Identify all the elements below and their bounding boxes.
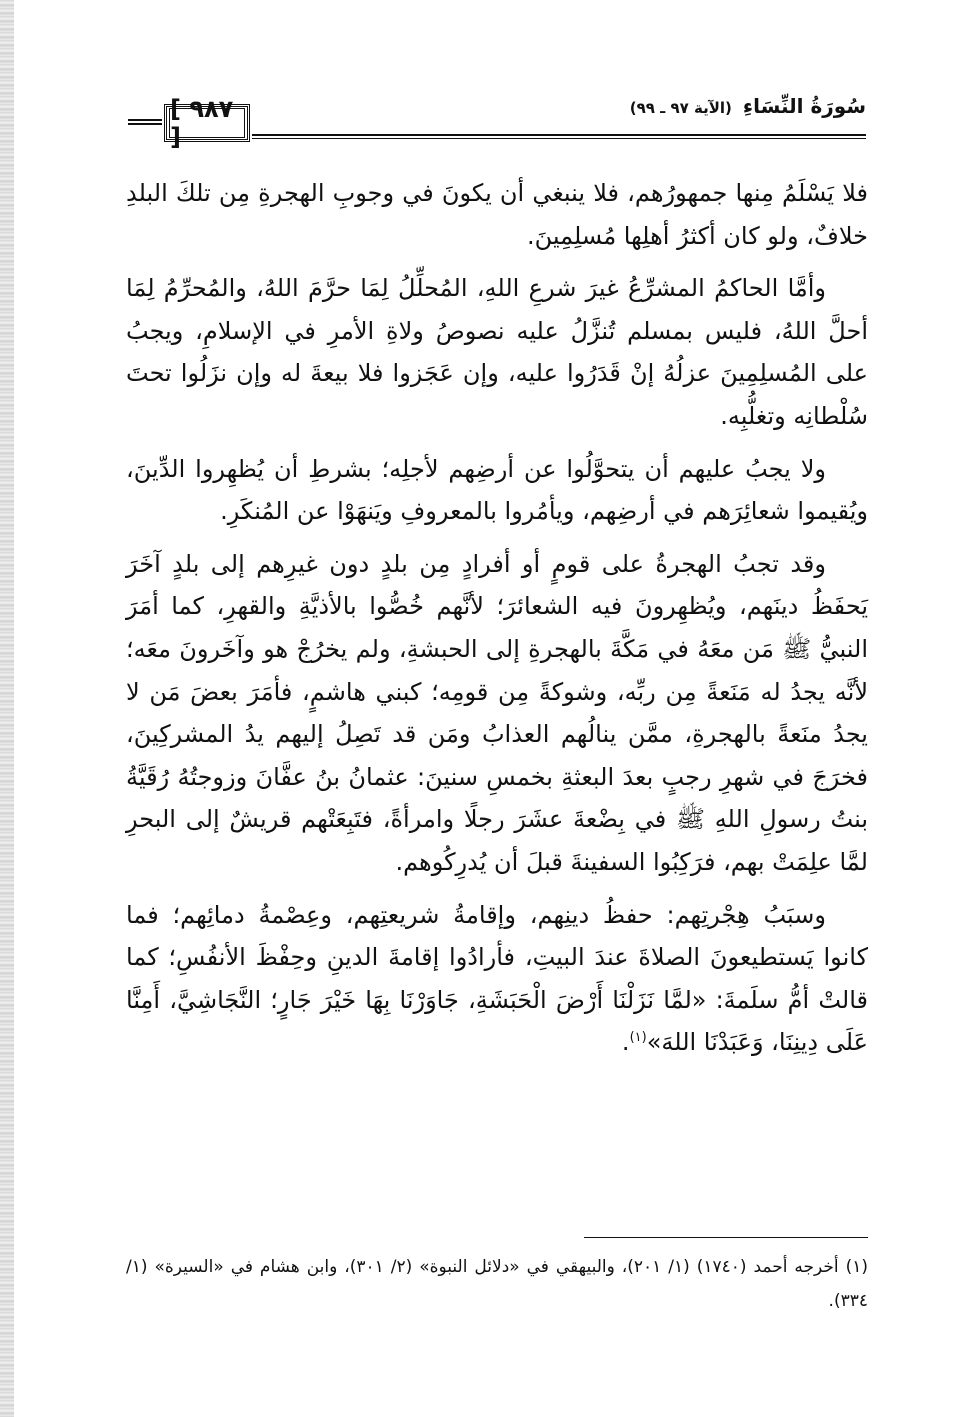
footnote-separator — [584, 1237, 868, 1238]
header-ornament — [128, 119, 162, 125]
surah-title — [630, 94, 866, 118]
header-rule — [252, 134, 866, 139]
main-text — [126, 172, 868, 1074]
paragraph: وقد تجبُ الهجرةُ على قومٍ أو أفرادٍ مِن بلدٍ دون غيرِهم إلى بلدٍ آخَرَ يَحفَظُ دينَهم، ويُظهِرونَ فيه الشعائرَ؛ لأنَّهم خُصُّوا بالأذيَّةِ والقهرِ، كما أمَرَ النبيُّ ﷺ مَن معَهُ في مَكَّةَ بالهجرةِ إلى الحبشةِ، ولم يخرُجْ هو وآخَرونَ معَه؛ لأنَّه يجدُ له مَنَعةً مِن ربِّه، وشوكةً مِن قومِه؛ كبني هاشمٍ، فأمَرَ بعضَ مَن لا يجدُ منَعةً بالهجرةِ، ممَّن ينالُهم العذابُ ومَن قد تَصِلُ إليهم يدُ المشركِينَ، فخرَجَ في شهرِ رجبٍ بعدَ البعثةِ بخمسِ سنينَ: عثمانُ بنُ عفَّانَ وزوجتُهُ رُقَيَّةُ بنتُ رسولِ اللهِ ﷺ في بِضْعةَ عشَرَ رجلًا وامرأةً، فتَبِعَتْهم قريشٌ إلى البحرِ لمَّا علِمَتْ بهم، فرَكِبُوا السفينةَ قبلَ أن يُدرِكُوهم. — [126, 549, 868, 876]
scan-edge — [0, 0, 14, 1417]
page-number-frame — [164, 95, 250, 151]
page-header — [128, 92, 866, 156]
paragraph: ولا يجبُ عليهم أن يتحوَّلُوا عن أرضِهم لأجلِه؛ بشرطِ أن يُظهِروا الدِّينَ، ويُقيموا شعائِرَهم في أرضِهم، ويأمُروا بالمعروفِ ويَنهَوْا عن المُنكَرِ. — [126, 454, 868, 526]
paragraph-tail: . — [621, 1028, 630, 1057]
footnote-reference[interactable]: (١) — [629, 1030, 647, 1046]
ayah-range: (الآية ٩٧ ـ ٩٩) — [629, 99, 732, 117]
paragraph: وأمَّا الحاكمُ المشرِّعُ غيرَ شرعِ اللهِ، المُحلِّلُ لِمَا حرَّمَ اللهُ، والمُحرِّمُ لِمَا أحلَّ اللهُ، فليس بمسلم تُنزَّلُ عليه نصوصُ ولاةِ الأمرِ في الإسلامِ، ويجبُ على المُسلِمِينَ عزلُهُ إنْ قَدَرُوا عليه، وإن عَجَزوا فلا بيعةَ له وإن نزَلُوا تحتَ سُلْطانِه وتغلُّبِه. — [126, 274, 868, 430]
paragraph: فلا يَسْلَمُ مِنها جمهورُهم، فلا ينبغي أن يكونَ في وجوبِ الهجرةِ مِن تلكَ البلدِ خلافٌ، ولو كان أكثرُ أهلِها مُسلِمِينَ. — [126, 179, 868, 250]
surah-name: سُورَةُ النِّسَاءِ — [742, 94, 866, 118]
footnote: (١) أخرجه أحمد (١٧٤٠) (١/ ٢٠١)، والبيهقي في «دلائل النبوة» (٢/ ٣٠١)، وابن هشام في «السيرة» (١/ ٣٣٤). — [126, 1257, 869, 1311]
paragraph-text: وسبَبُ هِجْرتِهم: حفظُ دينِهم، وإقامةُ شريعتِهم، وعِصْمةُ دمائِهم؛ فما كانوا يَستطيعونَ الصلاةَ عندَ البيتِ، فأرادُوا إقامةَ الدينِ وحِفْظَ الأنفُسِ؛ كما قالتْ أمُّ سلَمةَ: «لمَّا نَزَلْنَا أَرْضَ الْحَبَشَةِ، جَاوَرْنَا بِهَا خَيْرَ جَارٍ؛ النَّجَاشِيَّ، أَمِنَّا عَلَى دِينِنَا، وَعَبَدْنَا اللهَ» — [126, 900, 868, 1057]
paragraph — [126, 894, 868, 1064]
page-number: [ ٩٨٧ ] — [169, 108, 245, 138]
footnotes — [126, 1250, 868, 1318]
